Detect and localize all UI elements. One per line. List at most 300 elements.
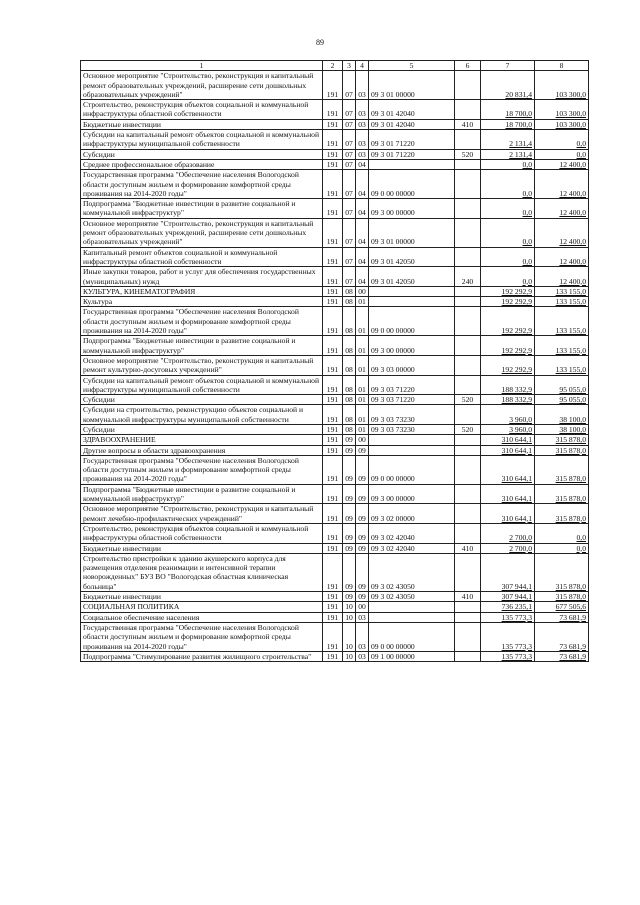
amount-value: 95 055,0 bbox=[559, 384, 586, 394]
amount-value: 73 681,9 bbox=[559, 651, 586, 661]
row-name: ЗДРАВООХРАНЕНИЕ bbox=[81, 435, 323, 445]
amount-value: 95 055,0 bbox=[559, 395, 586, 405]
cell-subsection: 00 bbox=[356, 286, 369, 296]
cell-target-article: 09 1 00 00000 bbox=[369, 651, 455, 661]
row-name: Подпрограмма "Бюджетные инвестиции в развитие социальной и коммунальной инфраструктур" bbox=[81, 484, 323, 504]
cell-admin-code: 191 bbox=[323, 612, 343, 622]
cell-amount-2 bbox=[535, 218, 589, 247]
cell-admin-code: 191 bbox=[323, 651, 343, 661]
cell-expense-type bbox=[455, 612, 481, 622]
table-row bbox=[81, 199, 589, 219]
table-row bbox=[81, 375, 589, 395]
cell-target-article: 09 3 00 00000 bbox=[369, 484, 455, 504]
cell-target-article: 09 3 03 73230 bbox=[369, 424, 455, 434]
cell-amount-1 bbox=[481, 435, 535, 445]
amount-value: 12 400,0 bbox=[559, 159, 586, 169]
cell-amount-1 bbox=[481, 622, 535, 651]
table-row bbox=[81, 307, 589, 336]
cell-amount-1 bbox=[481, 424, 535, 434]
amount-value: 192 292,9 bbox=[501, 345, 532, 355]
cell-admin-code: 191 bbox=[323, 355, 343, 375]
column-header: 4 bbox=[356, 61, 369, 71]
cell-admin-code: 191 bbox=[323, 445, 343, 455]
cell-amount-2 bbox=[535, 336, 589, 356]
cell-section: 07 bbox=[343, 247, 356, 267]
cell-target-article bbox=[369, 612, 455, 622]
cell-amount-2 bbox=[535, 100, 589, 120]
cell-expense-type: 520 bbox=[455, 424, 481, 434]
amount-value: 12 400,0 bbox=[559, 276, 586, 286]
cell-amount-2 bbox=[535, 602, 589, 612]
cell-admin-code: 191 bbox=[323, 543, 343, 553]
row-name: Государственная программа "Обеспечение населения Вологодской области доступным жильем и формирование комфортной среды проживания на 2014-2020 годы" bbox=[81, 622, 323, 651]
cell-subsection: 09 bbox=[356, 504, 369, 524]
cell-target-article: 09 0 00 00000 bbox=[369, 307, 455, 336]
cell-admin-code: 191 bbox=[323, 553, 343, 591]
cell-amount-2 bbox=[535, 119, 589, 129]
cell-expense-type bbox=[455, 455, 481, 484]
cell-admin-code: 191 bbox=[323, 375, 343, 395]
cell-section: 09 bbox=[343, 543, 356, 553]
cell-section: 07 bbox=[343, 267, 356, 287]
row-name: Строительство, реконструкция объектов социальной и коммунальной инфраструктуры областной собственности bbox=[81, 523, 323, 543]
amount-value: 73 681,9 bbox=[559, 641, 586, 651]
cell-amount-2 bbox=[535, 445, 589, 455]
cell-section: 08 bbox=[343, 405, 356, 425]
row-name: Бюджетные инвестиции bbox=[81, 119, 323, 129]
cell-section: 07 bbox=[343, 159, 356, 169]
cell-section: 09 bbox=[343, 445, 356, 455]
cell-target-article: 09 3 01 00000 bbox=[369, 71, 455, 100]
cell-amount-1 bbox=[481, 71, 535, 100]
cell-target-article bbox=[369, 159, 455, 169]
amount-value: 133 155,0 bbox=[555, 286, 586, 296]
row-name: Основное мероприятие "Строительство, реконструкция и капитальный ремонт культурно-досуговых учреждений" bbox=[81, 355, 323, 375]
row-name: Основное мероприятие "Строительство, реконструкция и капитальный ремонт образовательных учреждений, расширение сети дошкольных образовательных учреждений" bbox=[81, 218, 323, 247]
amount-value: 188 332,9 bbox=[501, 395, 532, 405]
cell-amount-1 bbox=[481, 405, 535, 425]
amount-value: 307 944,1 bbox=[501, 581, 532, 591]
cell-subsection: 09 bbox=[356, 484, 369, 504]
row-name: Подпрограмма "Бюджетные инвестиции в развитие социальной и коммунальной инфраструктур" bbox=[81, 336, 323, 356]
cell-amount-2 bbox=[535, 286, 589, 296]
cell-section: 07 bbox=[343, 130, 356, 150]
cell-expense-type bbox=[455, 523, 481, 543]
table-row bbox=[81, 395, 589, 405]
table-row bbox=[81, 355, 589, 375]
cell-subsection: 09 bbox=[356, 592, 369, 602]
cell-expense-type bbox=[455, 445, 481, 455]
table-row bbox=[81, 455, 589, 484]
row-name: Строительство, реконструкция объектов социальной и коммунальной инфраструктуры областной собственности bbox=[81, 100, 323, 120]
row-name: Субсидии на строительство, реконструкцию объектов социальной и коммунальной инфраструктуры муниципальной собственности bbox=[81, 405, 323, 425]
table-row bbox=[81, 424, 589, 434]
row-name: Среднее профессиональное образование bbox=[81, 159, 323, 169]
amount-value: 315 878,0 bbox=[555, 592, 586, 602]
amount-value: 315 878,0 bbox=[555, 445, 586, 455]
cell-section: 09 bbox=[343, 455, 356, 484]
amount-value: 310 644,1 bbox=[501, 445, 532, 455]
cell-expense-type bbox=[455, 375, 481, 395]
table-row bbox=[81, 286, 589, 296]
row-name: Строительство пристройки к зданию акушерского корпуса для размещения отделения реанимации и интенсивной терапии новорожденных" БУЗ ВО "Вологодская областная клиническая больница" bbox=[81, 553, 323, 591]
cell-section: 10 bbox=[343, 651, 356, 661]
cell-amount-1 bbox=[481, 375, 535, 395]
cell-amount-1 bbox=[481, 651, 535, 661]
row-name: Субсидии bbox=[81, 149, 323, 159]
cell-target-article: 09 3 02 43050 bbox=[369, 553, 455, 591]
cell-amount-1 bbox=[481, 553, 535, 591]
cell-amount-1 bbox=[481, 119, 535, 129]
amount-value: 20 831,4 bbox=[505, 89, 532, 99]
cell-subsection: 01 bbox=[356, 375, 369, 395]
cell-admin-code: 191 bbox=[323, 267, 343, 287]
cell-admin-code: 191 bbox=[323, 484, 343, 504]
column-header: 3 bbox=[343, 61, 356, 71]
amount-value: 192 292,9 bbox=[501, 365, 532, 375]
amount-value: 0,0 bbox=[522, 159, 532, 169]
amount-value: 38 100,0 bbox=[559, 414, 586, 424]
table-row bbox=[81, 504, 589, 524]
cell-admin-code: 191 bbox=[323, 199, 343, 219]
cell-target-article: 09 3 03 71220 bbox=[369, 395, 455, 405]
budget-table bbox=[80, 60, 589, 662]
amount-value: 0,0 bbox=[522, 237, 532, 247]
amount-value: 18 700,0 bbox=[505, 109, 532, 119]
cell-admin-code: 191 bbox=[323, 159, 343, 169]
cell-expense-type bbox=[455, 336, 481, 356]
amount-value: 192 292,9 bbox=[501, 326, 532, 336]
cell-subsection: 04 bbox=[356, 199, 369, 219]
cell-target-article: 09 3 02 43050 bbox=[369, 592, 455, 602]
cell-section: 09 bbox=[343, 435, 356, 445]
table-body bbox=[81, 71, 589, 662]
cell-target-article: 09 3 01 71220 bbox=[369, 130, 455, 150]
cell-target-article: 09 3 01 42050 bbox=[369, 267, 455, 287]
amount-value: 133 155,0 bbox=[555, 345, 586, 355]
cell-amount-2 bbox=[535, 543, 589, 553]
cell-amount-1 bbox=[481, 159, 535, 169]
amount-value: 12 400,0 bbox=[559, 188, 586, 198]
table-row bbox=[81, 602, 589, 612]
cell-amount-1 bbox=[481, 286, 535, 296]
cell-section: 07 bbox=[343, 170, 356, 199]
row-name: Иные закупки товаров, работ и услуг для обеспечения государственных (муниципальных) нужд bbox=[81, 267, 323, 287]
cell-section: 07 bbox=[343, 218, 356, 247]
row-name: Государственная программа "Обеспечение населения Вологодской области доступным жильем и формирование комфортной среды проживания на 2014-2020 годы" bbox=[81, 455, 323, 484]
cell-subsection: 03 bbox=[356, 71, 369, 100]
cell-expense-type bbox=[455, 247, 481, 267]
cell-amount-1 bbox=[481, 199, 535, 219]
cell-amount-2 bbox=[535, 355, 589, 375]
cell-amount-1 bbox=[481, 247, 535, 267]
cell-section: 10 bbox=[343, 612, 356, 622]
table-row bbox=[81, 267, 589, 287]
cell-section: 08 bbox=[343, 424, 356, 434]
cell-expense-type bbox=[455, 130, 481, 150]
row-name: Субсидии bbox=[81, 395, 323, 405]
page-number: 89 bbox=[316, 38, 324, 47]
cell-expense-type bbox=[455, 170, 481, 199]
cell-section: 08 bbox=[343, 375, 356, 395]
cell-admin-code: 191 bbox=[323, 307, 343, 336]
cell-expense-type bbox=[455, 297, 481, 307]
cell-target-article: 09 3 01 42040 bbox=[369, 100, 455, 120]
cell-amount-2 bbox=[535, 484, 589, 504]
cell-amount-2 bbox=[535, 149, 589, 159]
cell-expense-type bbox=[455, 553, 481, 591]
cell-admin-code: 191 bbox=[323, 170, 343, 199]
cell-expense-type bbox=[455, 602, 481, 612]
amount-value: 310 644,1 bbox=[501, 494, 532, 504]
cell-amount-2 bbox=[535, 651, 589, 661]
cell-admin-code: 191 bbox=[323, 592, 343, 602]
cell-target-article: 09 3 00 00000 bbox=[369, 199, 455, 219]
cell-expense-type bbox=[455, 159, 481, 169]
cell-section: 09 bbox=[343, 523, 356, 543]
cell-amount-1 bbox=[481, 592, 535, 602]
cell-admin-code: 191 bbox=[323, 622, 343, 651]
amount-value: 0,0 bbox=[576, 533, 586, 543]
cell-target-article: 09 3 01 42050 bbox=[369, 247, 455, 267]
amount-value: 135 773,3 bbox=[501, 641, 532, 651]
cell-amount-2 bbox=[535, 612, 589, 622]
table-row bbox=[81, 159, 589, 169]
table-row bbox=[81, 405, 589, 425]
cell-amount-2 bbox=[535, 523, 589, 543]
amount-value: 103 300,0 bbox=[555, 89, 586, 99]
cell-section: 07 bbox=[343, 199, 356, 219]
cell-target-article: 09 3 01 00000 bbox=[369, 218, 455, 247]
amount-value: 192 292,9 bbox=[501, 286, 532, 296]
row-name: Основное мероприятие "Строительство, реконструкция и капитальный ремонт лечебно-профилактических учреждений" bbox=[81, 504, 323, 524]
cell-section: 07 bbox=[343, 71, 356, 100]
cell-amount-2 bbox=[535, 405, 589, 425]
amount-value: 677 505,6 bbox=[555, 602, 586, 612]
cell-expense-type bbox=[455, 484, 481, 504]
cell-section: 08 bbox=[343, 336, 356, 356]
cell-admin-code: 191 bbox=[323, 602, 343, 612]
cell-admin-code: 191 bbox=[323, 395, 343, 405]
table-row bbox=[81, 435, 589, 445]
row-name: Подпрограмма "Бюджетные инвестиции в развитие социальной и коммунальной инфраструктур" bbox=[81, 199, 323, 219]
cell-section: 09 bbox=[343, 484, 356, 504]
amount-value: 12 400,0 bbox=[559, 256, 586, 266]
cell-section: 10 bbox=[343, 622, 356, 651]
cell-target-article: 09 0 00 00000 bbox=[369, 622, 455, 651]
cell-target-article: 09 3 03 71220 bbox=[369, 375, 455, 395]
cell-subsection: 03 bbox=[356, 612, 369, 622]
cell-amount-1 bbox=[481, 267, 535, 287]
cell-amount-1 bbox=[481, 612, 535, 622]
table-row bbox=[81, 170, 589, 199]
cell-amount-1 bbox=[481, 445, 535, 455]
amount-value: 2 700,0 bbox=[509, 533, 532, 543]
amount-value: 2 131,4 bbox=[509, 139, 532, 149]
table-row bbox=[81, 71, 589, 100]
cell-expense-type bbox=[455, 100, 481, 120]
cell-subsection: 01 bbox=[356, 307, 369, 336]
cell-target-article: 09 0 00 00000 bbox=[369, 455, 455, 484]
table-row bbox=[81, 612, 589, 622]
cell-admin-code: 191 bbox=[323, 336, 343, 356]
cell-amount-1 bbox=[481, 455, 535, 484]
cell-expense-type: 520 bbox=[455, 395, 481, 405]
amount-value: 0,0 bbox=[522, 188, 532, 198]
cell-expense-type: 410 bbox=[455, 119, 481, 129]
cell-admin-code: 191 bbox=[323, 149, 343, 159]
cell-admin-code: 191 bbox=[323, 523, 343, 543]
table-row bbox=[81, 523, 589, 543]
cell-subsection: 09 bbox=[356, 523, 369, 543]
cell-target-article: 09 3 02 00000 bbox=[369, 504, 455, 524]
cell-target-article bbox=[369, 297, 455, 307]
cell-subsection: 03 bbox=[356, 651, 369, 661]
amount-value: 12 400,0 bbox=[559, 237, 586, 247]
row-name: СОЦИАЛЬНАЯ ПОЛИТИКА bbox=[81, 602, 323, 612]
table-row bbox=[81, 445, 589, 455]
table-row bbox=[81, 297, 589, 307]
cell-section: 08 bbox=[343, 286, 356, 296]
cell-target-article bbox=[369, 286, 455, 296]
amount-value: 315 878,0 bbox=[555, 435, 586, 445]
cell-target-article: 09 3 02 42040 bbox=[369, 543, 455, 553]
column-header: 7 bbox=[481, 61, 535, 71]
amount-value: 135 773,3 bbox=[501, 651, 532, 661]
table-row bbox=[81, 553, 589, 591]
amount-value: 310 644,1 bbox=[501, 474, 532, 484]
cell-admin-code: 191 bbox=[323, 405, 343, 425]
amount-value: 103 300,0 bbox=[555, 109, 586, 119]
amount-value: 0,0 bbox=[576, 149, 586, 159]
cell-subsection: 01 bbox=[356, 395, 369, 405]
cell-amount-1 bbox=[481, 149, 535, 159]
row-name: Государственная программа "Обеспечение населения Вологодской области доступным жильем и формирование комфортной среды проживания на 2014-2020 годы" bbox=[81, 307, 323, 336]
cell-subsection: 03 bbox=[356, 130, 369, 150]
cell-admin-code: 191 bbox=[323, 218, 343, 247]
cell-subsection: 01 bbox=[356, 336, 369, 356]
row-name: Субсидии на капитальный ремонт объектов социальной и коммунальной инфраструктуры муниципальной собственности bbox=[81, 375, 323, 395]
cell-amount-1 bbox=[481, 602, 535, 612]
column-header: 6 bbox=[455, 61, 481, 71]
cell-subsection: 04 bbox=[356, 247, 369, 267]
amount-value: 315 878,0 bbox=[555, 474, 586, 484]
amount-value: 133 155,0 bbox=[555, 326, 586, 336]
cell-subsection: 04 bbox=[356, 267, 369, 287]
cell-expense-type bbox=[455, 651, 481, 661]
table-row bbox=[81, 336, 589, 356]
cell-amount-2 bbox=[535, 71, 589, 100]
table-row bbox=[81, 622, 589, 651]
cell-subsection: 01 bbox=[356, 297, 369, 307]
table-row bbox=[81, 543, 589, 553]
cell-amount-1 bbox=[481, 218, 535, 247]
amount-value: 315 878,0 bbox=[555, 513, 586, 523]
cell-amount-2 bbox=[535, 247, 589, 267]
cell-amount-1 bbox=[481, 100, 535, 120]
cell-amount-2 bbox=[535, 455, 589, 484]
cell-admin-code: 191 bbox=[323, 424, 343, 434]
cell-admin-code: 191 bbox=[323, 71, 343, 100]
cell-admin-code: 191 bbox=[323, 435, 343, 445]
cell-amount-2 bbox=[535, 267, 589, 287]
cell-amount-1 bbox=[481, 543, 535, 553]
cell-subsection: 00 bbox=[356, 435, 369, 445]
cell-amount-2 bbox=[535, 199, 589, 219]
row-name: КУЛЬТУРА, КИНЕМАТОГРАФИЯ bbox=[81, 286, 323, 296]
cell-section: 08 bbox=[343, 307, 356, 336]
cell-subsection: 01 bbox=[356, 405, 369, 425]
cell-amount-2 bbox=[535, 170, 589, 199]
cell-subsection: 04 bbox=[356, 159, 369, 169]
table-row bbox=[81, 130, 589, 150]
cell-target-article: 09 3 03 73230 bbox=[369, 405, 455, 425]
table-row bbox=[81, 149, 589, 159]
amount-value: 2 131,4 bbox=[509, 149, 532, 159]
cell-subsection: 04 bbox=[356, 170, 369, 199]
cell-target-article bbox=[369, 445, 455, 455]
cell-target-article: 09 3 03 00000 bbox=[369, 355, 455, 375]
amount-value: 0,0 bbox=[576, 543, 586, 553]
amount-value: 0,0 bbox=[576, 139, 586, 149]
column-header: 1 bbox=[81, 61, 323, 71]
column-header: 5 bbox=[369, 61, 455, 71]
cell-expense-type bbox=[455, 218, 481, 247]
row-name: Подпрограмма "Стимулирование развития жилищного строительства" bbox=[81, 651, 323, 661]
cell-amount-1 bbox=[481, 523, 535, 543]
amount-value: 133 155,0 bbox=[555, 365, 586, 375]
row-name: Субсидии bbox=[81, 424, 323, 434]
amount-value: 3 960,0 bbox=[509, 414, 532, 424]
cell-expense-type bbox=[455, 435, 481, 445]
amount-value: 103 300,0 bbox=[555, 119, 586, 129]
cell-subsection: 03 bbox=[356, 119, 369, 129]
cell-amount-1 bbox=[481, 130, 535, 150]
cell-expense-type: 410 bbox=[455, 543, 481, 553]
amount-value: 736 235,1 bbox=[501, 602, 532, 612]
amount-value: 12 400,0 bbox=[559, 208, 586, 218]
amount-value: 133 155,0 bbox=[555, 297, 586, 307]
cell-subsection: 09 bbox=[356, 455, 369, 484]
cell-expense-type bbox=[455, 307, 481, 336]
row-name: Культура bbox=[81, 297, 323, 307]
cell-target-article: 09 3 01 71220 bbox=[369, 149, 455, 159]
cell-amount-1 bbox=[481, 504, 535, 524]
amount-value: 73 681,9 bbox=[559, 612, 586, 622]
cell-amount-1 bbox=[481, 395, 535, 405]
cell-amount-2 bbox=[535, 159, 589, 169]
cell-amount-2 bbox=[535, 622, 589, 651]
amount-value: 307 944,1 bbox=[501, 592, 532, 602]
amount-value: 0,0 bbox=[522, 256, 532, 266]
cell-section: 09 bbox=[343, 592, 356, 602]
amount-value: 310 644,1 bbox=[501, 513, 532, 523]
cell-admin-code: 191 bbox=[323, 130, 343, 150]
cell-target-article bbox=[369, 435, 455, 445]
row-name: Социальное обеспечение населения bbox=[81, 612, 323, 622]
cell-expense-type: 240 bbox=[455, 267, 481, 287]
cell-section: 07 bbox=[343, 100, 356, 120]
cell-amount-1 bbox=[481, 484, 535, 504]
cell-target-article bbox=[369, 602, 455, 612]
table-row bbox=[81, 247, 589, 267]
amount-value: 38 100,0 bbox=[559, 424, 586, 434]
cell-amount-2 bbox=[535, 130, 589, 150]
cell-subsection: 09 bbox=[356, 553, 369, 591]
amount-value: 315 878,0 bbox=[555, 581, 586, 591]
cell-target-article: 09 3 00 00000 bbox=[369, 336, 455, 356]
cell-subsection: 03 bbox=[356, 100, 369, 120]
